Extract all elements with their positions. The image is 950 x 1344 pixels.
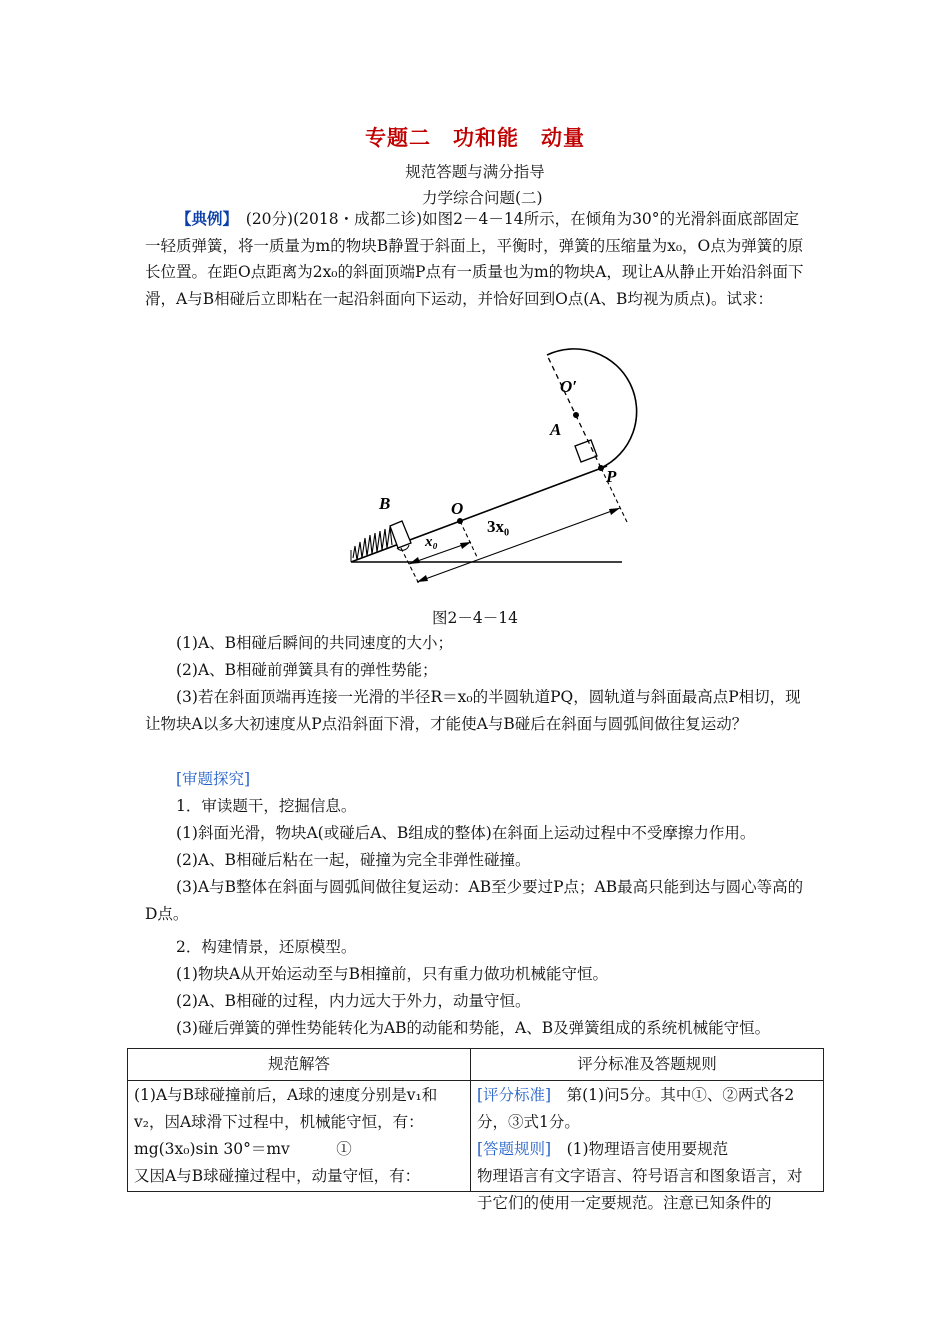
label-p: P [606, 467, 617, 486]
rubric-cell [471, 1081, 824, 1212]
analysis-step2-item: (1)物块A从开始运动至与B相撞前，只有重力做功机械能守恒。 [176, 965, 609, 983]
example-text: (20分)(2018・成都二诊)如图2－4－14所示，在倾角为30°的光滑斜面底部固定一轻质弹簧，将一质量为m的物块B静置于斜面上，平衡时，弹簧的压缩量为x₀，O点为弹簧的原长位置。在距O点距离为2x₀的斜面顶端P点有一质量也为m的物块A，现让A从静止开始沿斜面下滑，A与B相碰后立即粘在一起沿斜面向下运动，并恰好回到O点(A、B均视为质点)。试求： [145, 210, 804, 308]
table-header: 评分标准及答题规则 [471, 1049, 824, 1081]
rubric-table [127, 1048, 824, 1212]
label-o: O [451, 499, 464, 518]
analysis-step1: 1．审读题干，挖掘信息。 [176, 797, 357, 815]
label-b: B [379, 494, 391, 513]
document-subtitle: 规范答题与满分指导 [405, 163, 545, 181]
incline-diagram [335, 352, 645, 592]
solution-line: 又因A与B球碰撞过程中，动量守恒，有： [134, 1167, 421, 1185]
document-title: 专题二 功和能 动量 [365, 126, 585, 150]
analysis-step2: 2．构建情景，还原模型。 [176, 938, 357, 956]
analysis-step2-item: (2)A、B相碰的过程，内力远大于外力，动量守恒。 [176, 992, 531, 1010]
label-3x0: 3x₀ [487, 517, 510, 536]
section-title: 力学综合问题(二) [422, 189, 543, 207]
analysis-step1-item: (1)斜面光滑，物块A(或碰后A、B组成的整体)在斜面上运动过程中不受摩擦力作用。 [176, 824, 756, 842]
solution-line: mg(3x₀)sin 30°＝mv ① [134, 1140, 352, 1158]
analysis-step1-item: (2)A、B相碰后粘在一起，碰撞为完全非弹性碰撞。 [176, 851, 531, 869]
solution-cell [128, 1081, 471, 1192]
question-1: (1)A、B相碰后瞬间的共同速度的大小； [176, 634, 454, 652]
label-x0: x₀ [425, 534, 438, 550]
figure-caption: 图2－4－14 [432, 609, 518, 627]
solution-line: (1)A与B球碰撞前后，A球的速度分别是v₁和v₂，因A球滑下过程中，机械能守恒，有： [134, 1086, 438, 1131]
question-3: (3)若在斜面顶端再连接一光滑的半径R＝x₀的半圆轨道PQ，圆轨道与斜面最高点P相切，现让物块A以多大初速度从P点沿斜面下滑，才能使A与B碰后在斜面与圆弧间做往复运动？ [145, 688, 801, 733]
example-tag: 【典例】 [176, 209, 231, 228]
rubric-tag: [评分标准] [477, 1086, 552, 1104]
example-problem [145, 206, 810, 312]
label-o-prime: O′ [560, 377, 578, 396]
analysis-step1-item: (3)A与B整体在斜面与圆弧间做往复运动：AB至少要过P点；AB最高只能到达与圆心等高的D点。 [145, 878, 804, 923]
table-header: 规范解答 [128, 1049, 471, 1081]
analysis-step2-item: (3)碰后弹簧的弹性势能转化为AB的动能和势能，A、B及弹簧组成的系统机械能守恒。 [176, 1019, 771, 1037]
rule-text: (1)物理语言使用要规范 [551, 1140, 729, 1158]
rubric-text: 第(1)问5分。其中①、②两式各2分，③式1分。 [477, 1086, 795, 1131]
rule-tag: [答题规则] [477, 1140, 552, 1158]
rule-detail: 物理语言有文字语言、符号语言和图象语言，对于它们的使用一定要规范。注意已知条件的 [477, 1167, 803, 1212]
analysis-tag: [审题探究] [176, 770, 251, 788]
label-a: A [550, 420, 562, 439]
question-2: (2)A、B相碰前弹簧具有的弹性势能； [176, 661, 438, 679]
